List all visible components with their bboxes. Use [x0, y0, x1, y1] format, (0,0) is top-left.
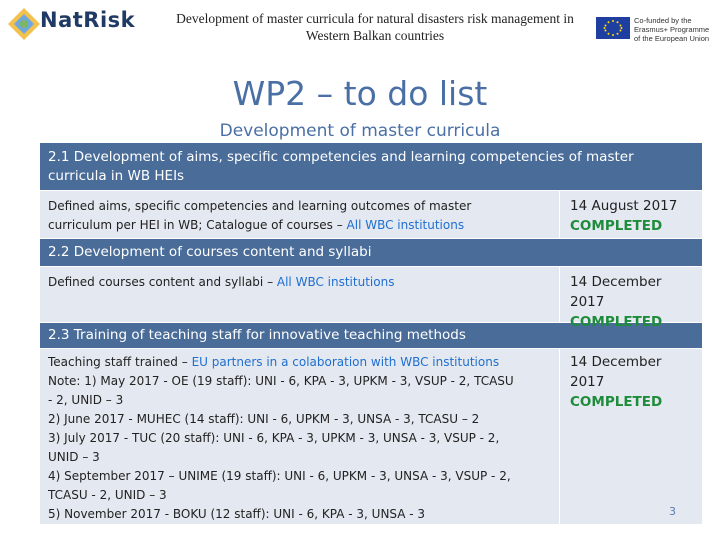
project-title-line2: Western Balkan countries — [305, 28, 445, 43]
note-line: Note: 1) May 2017 - OE (19 staff): UNI - 6, KPA - 3, UPKM - 3, VSUP - 2, TCASU — [48, 374, 514, 388]
note-line: - 2, UNID – 3 — [48, 393, 124, 407]
status-badge: COMPLETED — [570, 218, 663, 234]
section-heading-2-3: 2.3 Training of teaching staff for innovative teaching methods — [40, 322, 702, 348]
note-line: 2) June 2017 - MUHEC (14 staff): UNI - 6, UPKM - 3, UNSA - 3, TCASU – 2 — [48, 412, 480, 426]
task-date: 14 December 2017 — [570, 354, 662, 390]
task-highlight: All WBC institutions — [346, 218, 465, 232]
status-badge: COMPLETED — [570, 314, 663, 330]
eu-line1: Co-funded by the — [634, 16, 692, 25]
table-row — [40, 266, 702, 330]
eu-line3: of the European Union — [634, 34, 710, 43]
note-line: 3) July 2017 - TUC (20 staff): UNI - 6, KPA - 3, UPKM - 3, UNSA - 3, VSUP - 2, — [48, 431, 500, 445]
eu-cofunding-text — [634, 16, 716, 43]
page-number: 3 — [669, 505, 676, 518]
slide-title: WP2 – to do list — [232, 74, 488, 113]
task-description — [40, 349, 560, 524]
task-status-cell — [560, 191, 702, 238]
table-row — [40, 190, 702, 238]
task-text-line2: curriculum per HEI in WB; Catalogue of courses – — [48, 218, 347, 232]
project-title — [150, 10, 600, 44]
slide-subtitle: Development of master curricula — [219, 121, 501, 141]
eu-line2: Erasmus+ Programme — [634, 25, 710, 34]
section-heading-2-1: 2.1 Development of aims, specific competencies and learning competencies of master curricula in WB HEIs — [40, 142, 702, 190]
project-title-line1: Development of master curricula for natural disasters risk management in — [176, 11, 574, 26]
task-highlight: EU partners in a colaboration with WBC institutions — [191, 355, 500, 369]
note-line: 5) November 2017 - BOKU (12 staff): UNI - 6, KPA - 3, UNSA - 3 — [48, 507, 426, 521]
task-text: Defined courses content and syllabi – — [48, 275, 277, 289]
task-text-line1: Defined aims, specific competencies and learning outcomes of master — [48, 199, 472, 213]
task-description — [40, 267, 560, 322]
task-text: Teaching staff trained – — [48, 355, 192, 369]
note-line: TCASU - 2, UNID – 3 — [48, 488, 167, 502]
status-badge: COMPLETED — [570, 394, 663, 410]
natrisk-logo-text: NatRisk — [40, 8, 136, 32]
eu-flag-icon — [596, 17, 630, 39]
table-row — [40, 348, 702, 524]
task-status-cell — [560, 267, 702, 330]
task-highlight: All WBC institutions — [276, 275, 395, 289]
task-date: 14 December 2017 — [570, 274, 662, 310]
task-description — [40, 191, 560, 238]
note-line: UNID – 3 — [48, 450, 100, 464]
note-line: 4) September 2017 – UNIME (19 staff): UNI - 6, UPKM - 3, UNSA - 3, VSUP - 2, — [48, 469, 511, 483]
section-heading-2-2: 2.2 Development of courses content and syllabi — [40, 238, 702, 266]
task-status-cell — [560, 349, 702, 524]
todo-table — [40, 142, 702, 524]
task-date: 14 August 2017 — [570, 198, 678, 214]
